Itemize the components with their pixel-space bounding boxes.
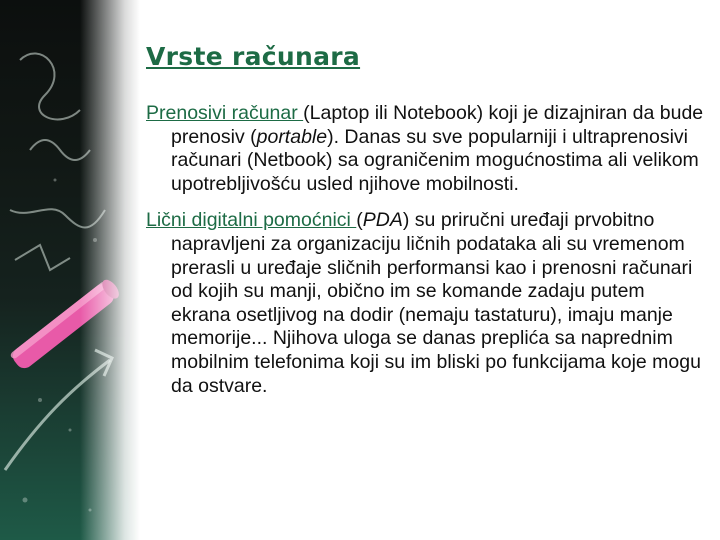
paragraph-laptop-text-1: (Laptop ili Notebook) koji je dizajniran da bude prenosiv ( bbox=[171, 102, 704, 148]
slide-title: Vrste računara bbox=[146, 42, 361, 71]
paragraph-pda-italic: PDA bbox=[362, 209, 403, 232]
paragraph-laptop-italic: portable bbox=[256, 125, 328, 148]
paragraph-laptop-text-2: ). Danas su sve popularniji i ultraprenosivi računari (Netbook) sa ograničenim mogućnostima ali velikom upotrebljivošću usled njihove mobilnosti. bbox=[171, 125, 699, 195]
paragraph-pda-text-1: ( bbox=[356, 209, 363, 232]
term-pda: Lični digitalni pomoćnici bbox=[146, 209, 357, 232]
chalkboard-fade bbox=[80, 0, 140, 540]
paragraph-laptop bbox=[146, 102, 706, 196]
term-laptop: Prenosivi računar bbox=[146, 102, 304, 124]
paragraph-pda-text-2: ) su priručni uređaji prvobitno napravljeni za organizaciju ličnih podataka ali su vremenom prerasli u uređaje sličnih performansi kao i prenosni računari od kojih su manji, obično im se komande zadaju putem ekrana osetljivog na dodir (nemaju tastaturu), imaju manje memorije... Njihova uloga se danas preplića sa naprednim mobilnim telefonima koji su im bliski po funkcijama koje mogu da ostvare. bbox=[171, 209, 701, 397]
paragraph-pda bbox=[146, 209, 706, 398]
chalkboard-background bbox=[0, 0, 140, 540]
slide-body bbox=[146, 102, 706, 411]
